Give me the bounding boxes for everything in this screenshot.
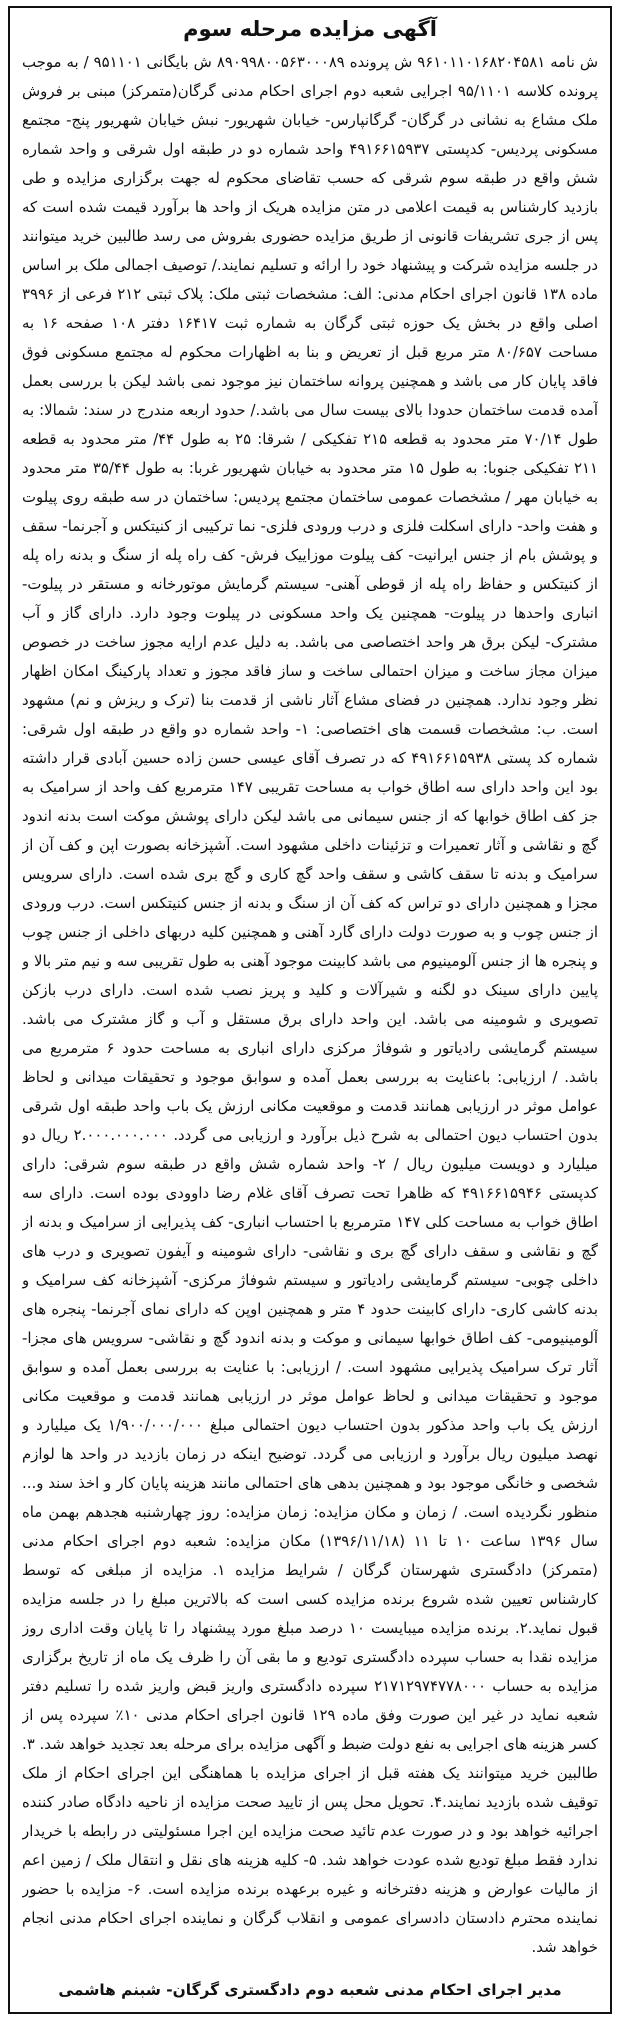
notice-title: آگهی مزایده مرحله سوم xyxy=(183,17,437,41)
auction-notice xyxy=(8,6,612,2014)
notice-signature: مدیر اجرای احکام مدنی شعبه دوم دادگستری گرگان- شبنم هاشمی xyxy=(58,1981,562,1999)
notice-body: ش نامه ۹۶۱۰۱۱۰۱۶۸۲۰۴۵۸۱ ش پرونده ۸۹۰۹۹۸۰۰۵۶۳۰۰۰۸۹ ش بایگانی ۹۵۱۱۰۱ / به موجب پرونده کلاسه ۹۵/۱۱۰۱ اجرایی شعبه دوم اجرای احکام مدنی گرگان(متمرکز) مبنی بر فروش ملک مشاع به نشانی در گرگان- گرگانپارس- خیابان شهریور- نبش خیابان شهریور پنج- مجتمع مسکونی پردیس- کدپستی ۴۹۱۶۶۱۵۹۳۷ واحد شماره دو در طبقه اول شرقی و واحد شماره شش واقع در طبقه سوم شرقی که حسب تقاضای محکوم له جهت برگزاری مزایده و طی بازدید کارشناس به قیمت اعلامی در متن مزایده هریک از واحد ها برآورد قیمت شده است که پس از جری تشریفات قانونی از طریق مزایده حضوری بفروش می رسد طالبین خرید میتوانند در جلسه مزایده شرکت و پیشنهاد خود را ارائه و تسلیم نمایند./ توصیف اجمالی ملک بر اساس ماده ۱۳۸ قانون اجرای احکام مدنی: الف: مشخصات ثبتی ملک: پلاک ثبتی ۲۱۲ فرعی از ۳۹۹۶ اصلی واقع در بخش یک حوزه ثبتی گرگان به شماره ثبت ۱۶۴۱۷ دفتر ۱۰۸ صفحه ۱۶ به مساحت ۸۰/۶۵۷ متر مربع قبل از تعریض و بنا به اظهارات محکوم له مجتمع مسکونی فوق فاقد پایان کار می باشد و همچنین پروانه ساختمان نیز موجود نمی باشد لیکن با بررسی بعمل آمده قدمت ساختمان حدودا بالای بیست سال می باشد./ حدود اربعه مندرج در سند: شمالا: به طول ۷۰/۱۴ متر محدود به قطعه ۲۱۵ تفکیکی / شرقا: ۲۵ به طول ۴۴/ متر محدود به قطعه ۲۱۱ تفکیکی جنوبا: به طول ۱۵ متر محدود به خیابان شهریور غربا: به طول ۳۵/۴۴ متر محدود به خیابان مهر / مشخصات عمومی ساختمان مجتمع پردیس: ساختمان در سه طبقه روی پیلوت و هفت واحد- دارای اسکلت فلزی و درب ورودی فلزی- نما ترکیبی از کنیتکس و آجرنما- سقف و پوشش بام از جنس ایرانیت- کف پیلوت موزاییک فرش- کف راه پله از سنگ و بدنه راه پله از کنیتکس و حفاظ راه پله از قوطی آهنی- سیستم گرمایش موتورخانه و مستقر در پیلوت- انباری واحدها در پیلوت- همچنین یک واحد مسکونی در پیلوت وجود دارد. دارای گاز و آب مشترک- لیکن برق هر واحد اختصاصی می باشد. به دلیل عدم ارایه مجوز ساخت در خصوص میزان مجاز ساخت و میزان احتمالی ساخت و ساز فاقد مجوز و تعداد پارکینگ امکان اظهار نظر وجود ندارد. همچنین در فضای مشاع آثار ناشی از قدمت بنا (ترک و ریزش و نم) مشهود است. ب: مشخصات قسمت های اختصاصی: ۱- واحد شماره دو واقع در طبقه اول شرقی: شماره کد پستی ۴۹۱۶۶۱۵۹۳۸ که در تصرف آقای عیسی حسن زاده حسین آبادی قرار داشته بود این واحد دارای سه اطاق خواب به مساحت تقریبی ۱۴۷ مترمربع کف واحد از سرامیک به جز کف اطاق خوابها که از جنس سیمانی می باشد لیکن دارای پوشش موکت است بدنه اندود گچ و نقاشی و آثار تعمیرات و تزئینات داخلی مشهود است. آشپزخانه بصورت اپن و کف آن از سرامیک و بدنه تا سقف کاشی و سقف واحد گچ کاری و گچ بری شده است. دارای سرویس مجزا و همچنین دارای دو تراس که کف آن از سنگ و بدنه از جنس کنیتکس است. درب ورودی از جنس چوب و به صورت دولت دارای گارد آهنی و همچنین کلیه دربهای داخلی از جنس چوب و پنجره ها از جنس آلومینیوم می باشد کابینت موجود آهنی به طول تقریبی سه و نیم متر بالا و پایین دارای سینک دو لگنه و شیرآلات و کلید و پریز نصب شده است. دارای درب بازکن تصویری و شومینه می باشد. این واحد دارای برق مستقل و آب و گاز مشترک می باشد. سیستم گرمایشی رادیاتور و شوفاژ مرکزی دارای انباری به مساحت حدود ۶ مترمربع می باشد. / ارزیابی: باعنایت به بررسی بعمل آمده و سوابق موجود و تحقیقات میدانی و لحاظ عوامل موثر در ارزیابی همانند قدمت و موقعیت مکانی ارزش یک باب واحد طبقه اول شرقی بدون احتساب دیون احتمالی به شرح ذیل برآورد و ارزیابی می گردد. ۲.۰۰۰.۰۰۰.۰۰۰ ریال دو میلیارد و دویست میلیون ریال / ۲- واحد شماره شش واقع در طبقه سوم شرقی: دارای کدپستی ۴۹۱۶۶۱۵۹۴۶ که ظاهرا تحت تصرف آقای غلام رضا داوودی بوده است. دارای سه اطاق خواب به مساحت کلی ۱۴۷ مترمربع با احتساب انباری- کف پذیرایی از سرامیک و بدنه از گچ و نقاشی و سقف دارای گچ بری و نقاشی- دارای شومینه و آیفون تصویری و درب های داخلی چوبی- سیستم گرمایشی رادیاتور و سیستم شوفاژ مرکزی- آشپزخانه کف سرامیک و بدنه کاشی کاری- دارای کابینت حدود ۴ متر و همچنین اوپن که دارای نمای آجرنما- پنجره های آلومینیومی- کف اطاق خوابها سیمانی و موکت و بدنه اندود گچ و نقاشی- سرویس های مجزا- آثار ترک سرامیک پذیرایی مشهود است. / ارزیابی: با عنایت به بررسی بعمل آمده و سوابق موجود و تحقیقات میدانی و لحاظ عوامل موثر در ارزیابی همانند قدمت و موقعیت مکانی ارزش یک باب واحد مذکور بدون احتساب دیون احتمالی مبلغ ۱/۹۰۰/۰۰۰/۰۰۰ یک میلیارد و نهصد میلیون ریال برآورد و ارزیابی می گردد. توضیح اینکه در زمان بازدید در واحد ها لوازم شخصی و خانگی موجود بود و همچنین بدهی های احتمالی مانند هزینه پایان کار و اخذ سند و... منظور نگردیده است. / زمان و مکان مزایده: زمان مزایده: روز چهارشنبه هجدهم بهمن ماه سال ۱۳۹۶ ساعت ۱۰ تا ۱۱ (۱۳۹۶/۱۱/۱۸) مکان مزایده: شعبه دوم اجرای احکام مدنی (متمرکز) دادگستری شهرستان گرگان / شرایط مزایده ۱. مزایده از مبلغی که توسط کارشناس تعیین شده شروع برنده مزایده کسی است که بالاترین مبلغ را در جلسه مزایده قبول نماید.۲. برنده مزایده میبایست ۱۰ درصد مبلغ مورد پیشنهاد را تا پایان وقت اداری روز مزایده نقدا به حساب سپرده دادگستری تودیع و ما بقی آن را ظرف یک ماه از تاریخ برگزاری مزایده به حساب ۲۱۷۱۲۹۷۴۷۷۸۰۰۰ سپرده دادگستری واریز قبض واریز شده را تسلیم دفتر شعبه نماید در غیر این صورت وفق ماده ۱۲۹ قانون اجرای احکام مدنی ۱۰٪ سپرده پس از کسر هزینه های اجرایی به نفع دولت ضبط و آگهی مزایده برای مرحله بعد تجدید خواهد شد. ۳. طالبین خرید میتوانند یک هفته قبل از اجرای مزایده با هماهنگی این اجرای احکام از ملک توقیف شده بازدید نمایند.۴. تحویل محل پس از تایید صحت مزایده از ناحیه دادگاه صادر کننده اجرائیه خواهد بود و در صورت عدم تائید صحت مزایده این اجرا مسئولیتی در رابطه با خریدار ندارد فقط مبلغ تودیع شده عودت خواهد شد. ۵- کلیه هزینه های نقل و انتقال ملک / زمین اعم از مالیات عوارض و هزینه دفترخانه و غیره برعهده برنده مزایده است. ۶- مزایده با حضور نماینده محترم دادستان دادسرای عمومی و انقلاب گرگان و نماینده اجرای احکام مدنی انجام خواهد شد. xyxy=(22,53,598,1956)
